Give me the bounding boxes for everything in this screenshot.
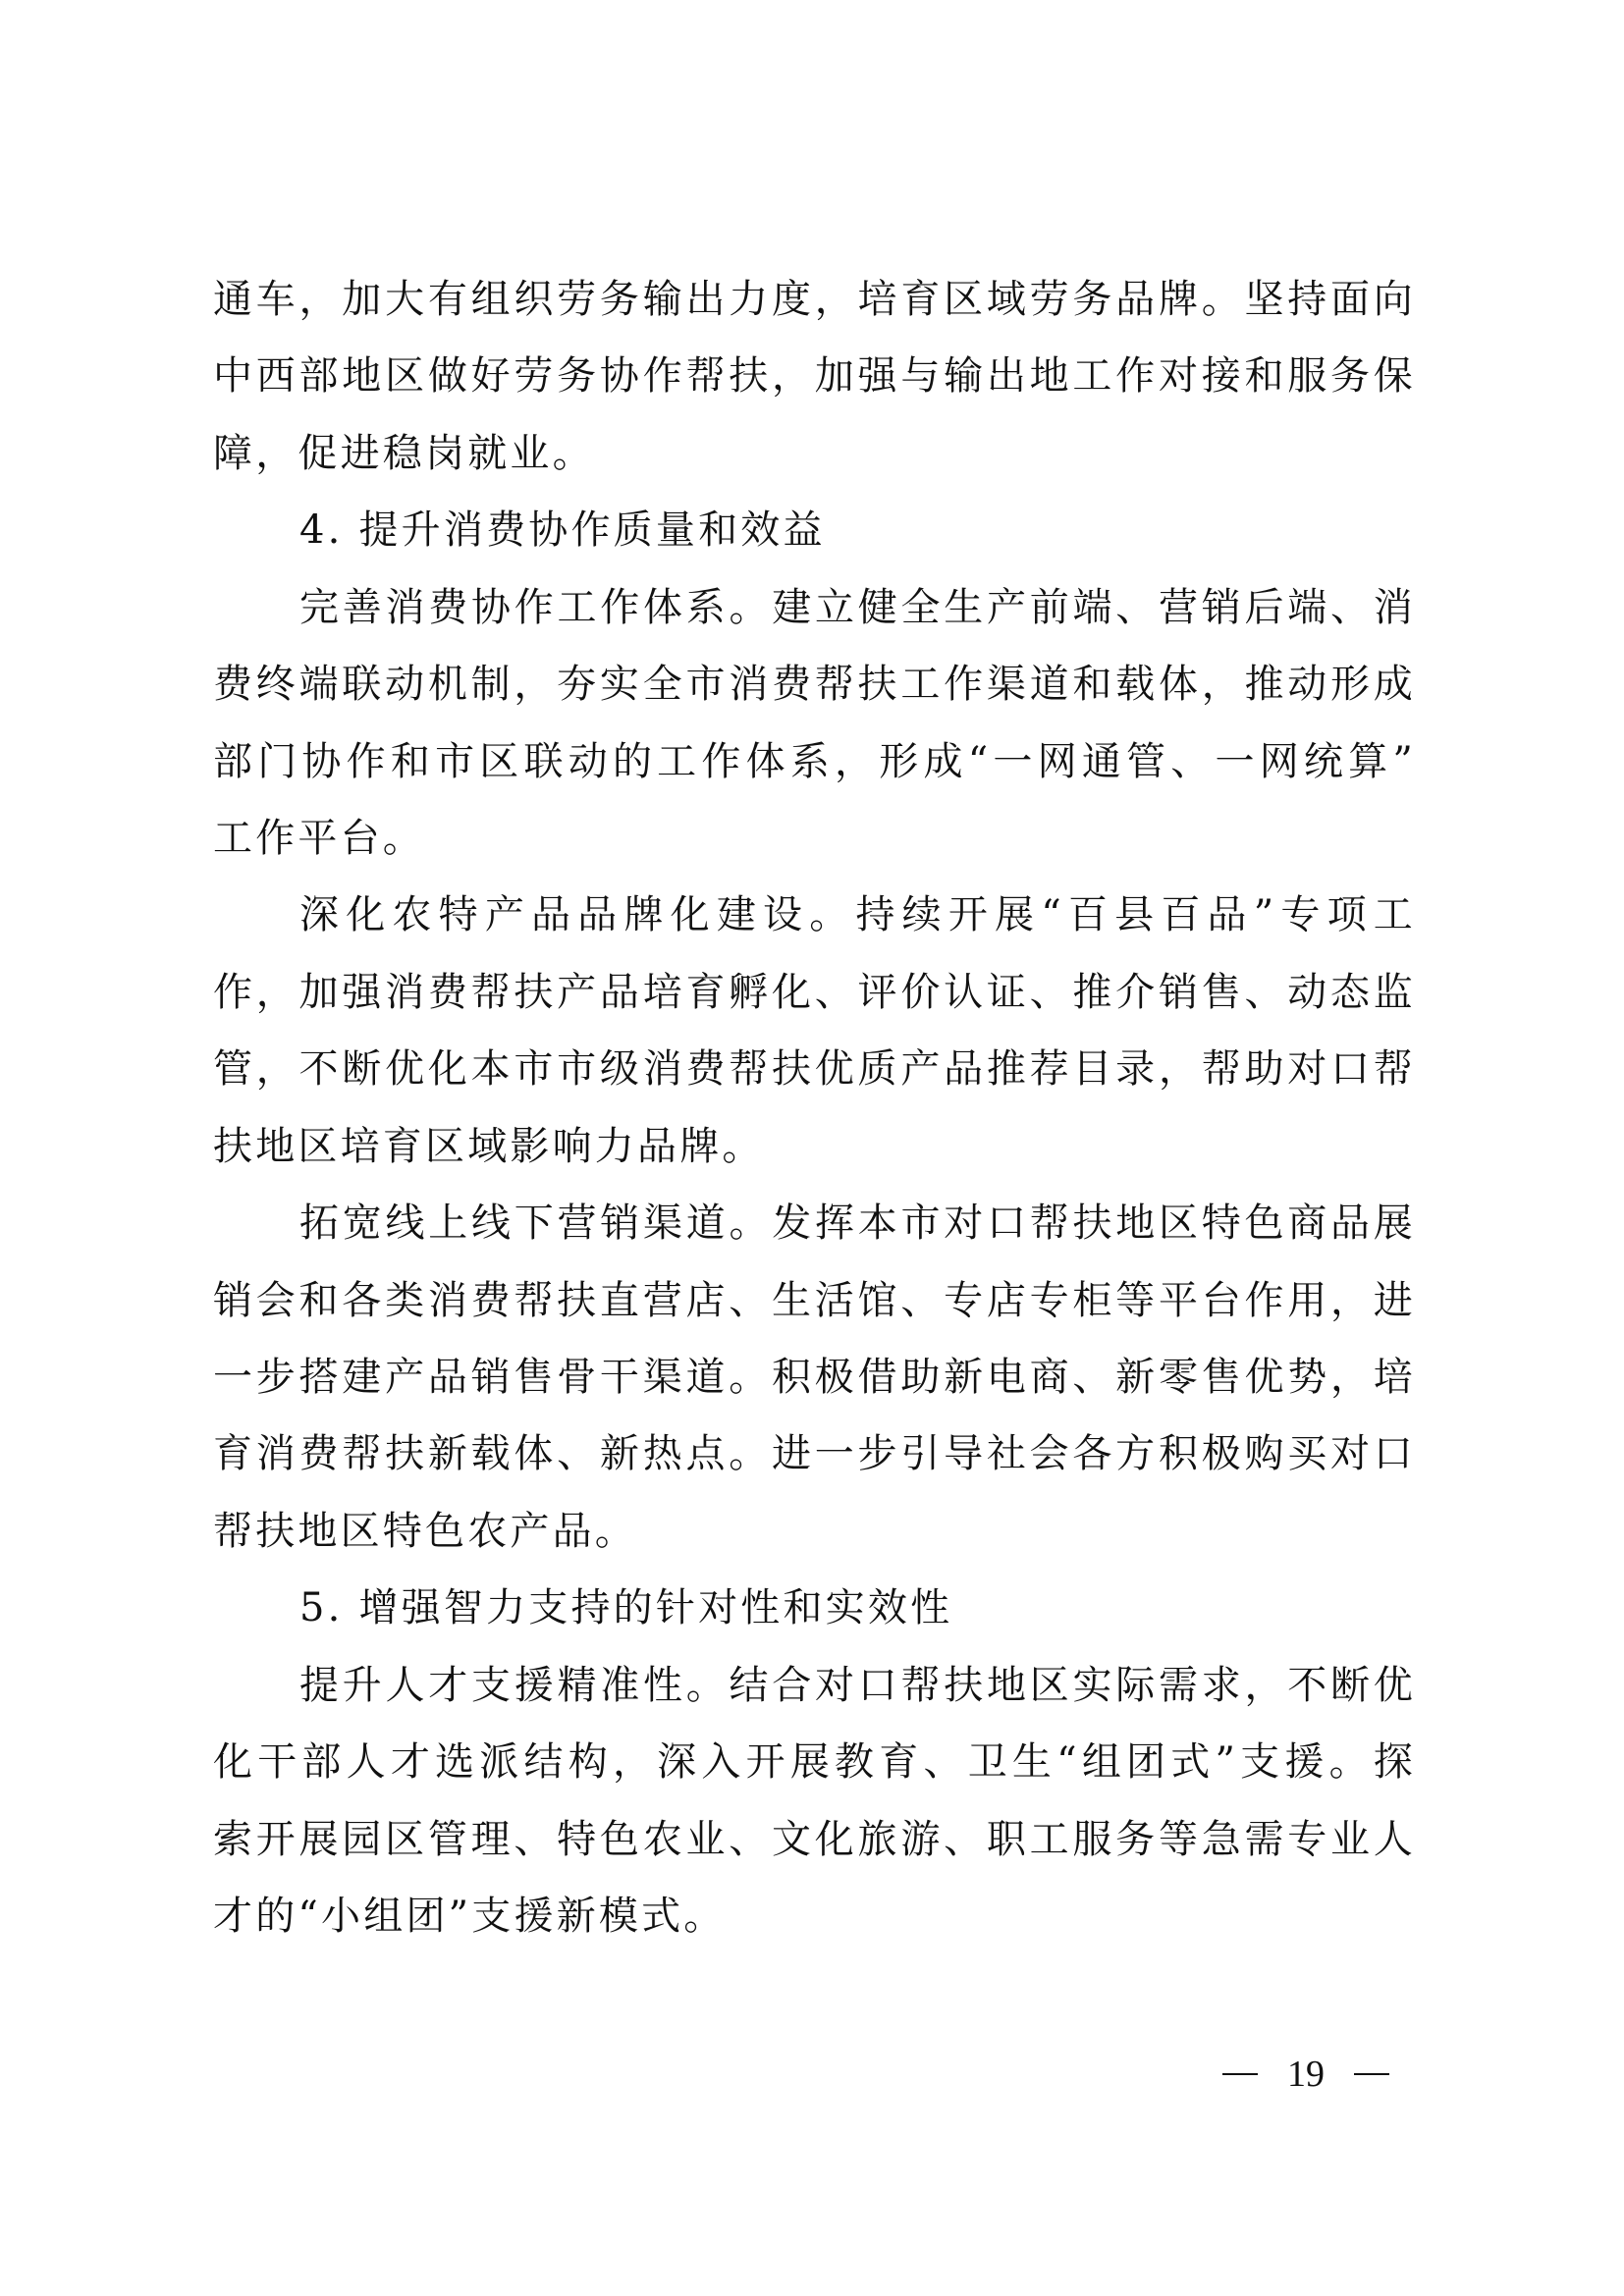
body-text-line: 销会和各类消费帮扶直营店、生活馆、专店专柜等平台作用，进 [213, 1278, 1416, 1323]
body-text-line: 管，不断优化本市市级消费帮扶优质产品推荐目录，帮助对口帮 [213, 1046, 1416, 1092]
paragraph-first-line: 拓宽线上线下营销渠道。发挥本市对口帮扶地区特色商品展 [299, 1201, 1416, 1246]
body-text-line: 扶地区培育区域影响力品牌。 [213, 1124, 765, 1169]
paragraph-first-line: 深化农特产品品牌化建设。持续开展“百县百品”专项工 [299, 892, 1416, 937]
dash-left-decoration [1222, 2073, 1258, 2075]
section-heading-5: 5. 增强智力支持的针对性和实效性 [299, 1585, 953, 1630]
body-text-line: 才的“小组团”支援新模式。 [213, 1894, 727, 1939]
body-text-line: 作，加强消费帮扶产品培育孵化、评价认证、推介销售、动态监 [213, 970, 1416, 1015]
body-text-line: 工作平台。 [213, 816, 425, 861]
body-text-line: 帮扶地区特色农产品。 [213, 1509, 637, 1554]
body-text-line: 一步搭建产品销售骨干渠道。积极借助新电商、新零售优势，培 [213, 1355, 1416, 1400]
body-text-line: 费终端联动机制，夯实全市消费帮扶工作渠道和载体，推动形成 [213, 662, 1416, 707]
dash-right-decoration [1354, 2073, 1389, 2075]
body-text-line: 通车，加大有组织劳务输出力度，培育区域劳务品牌。坚持面向 [213, 277, 1416, 322]
body-text-line: 障，促进稳岗就业。 [213, 431, 595, 476]
section-heading-4: 4. 提升消费协作质量和效益 [299, 507, 826, 553]
paragraph-first-line: 完善消费协作工作体系。建立健全生产前端、营销后端、消 [299, 585, 1416, 630]
page-number-footer [1198, 2050, 1414, 2099]
body-text-line: 中西部地区做好劳务协作帮扶，加强与输出地工作对接和服务保 [213, 353, 1416, 399]
page-number: 19 [1287, 2054, 1325, 2095]
body-text-line: 索开展园区管理、特色农业、文化旅游、职工服务等急需专业人 [213, 1817, 1416, 1862]
paragraph-first-line: 提升人才支援精准性。结合对口帮扶地区实际需求，不断优 [299, 1663, 1416, 1708]
body-text-line: 部门协作和市区联动的工作体系，形成“一网通管、一网统算” [213, 739, 1416, 784]
body-text-line: 化干部人才选派结构，深入开展教育、卫生“组团式”支援。探 [213, 1739, 1416, 1785]
body-text-line: 育消费帮扶新载体、新热点。进一步引导社会各方积极购买对口 [213, 1431, 1416, 1476]
